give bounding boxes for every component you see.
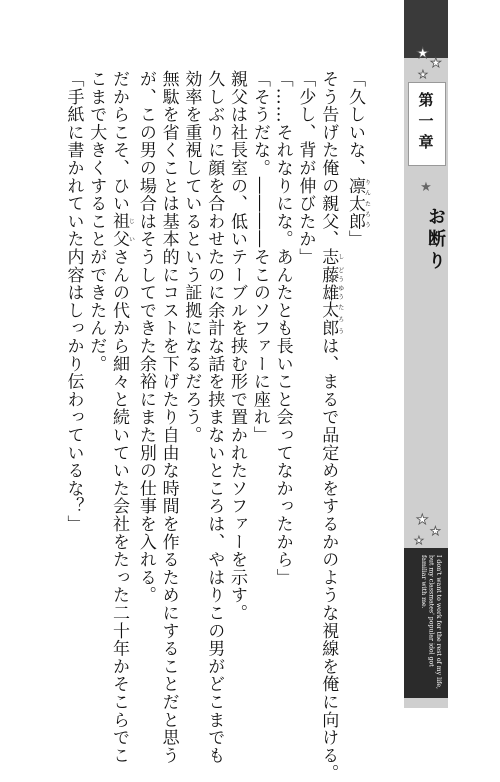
text-line: 「久しいな、凛太郎りんたろう」 [345,70,371,249]
text-line: 無駄を省くことは基本的にコストを下げたり自由な時間を作るためにすることだと思う [158,70,179,765]
text-line: 親父は社長室の、低いテーブルを挟む形で置かれたソファーを示す。 [227,70,248,622]
english-note: I don't want to work for the rest of my life, but my classmates' popular idol got familiar with me. [420,555,442,690]
chapter-label: 第一章 [416,91,435,155]
ruby-douyuu: 藤雄どうゆう [318,265,344,302]
ruby-taro: 太郎たろう [318,301,344,338]
text-line: 「そうだな。――――そこのソファーに座れ」 [249,70,270,444]
star-icon: ★ [416,512,429,528]
star-icon: ★ [420,180,432,195]
text-line: が、この男の場合はそうしてできた余裕にまた別の仕事を入れる。 [135,70,156,604]
text-line: 「少し、背が伸びたか」 [295,70,316,266]
star-icon: ★ [430,56,442,71]
text-line: 久しぶりに顔を合わせたのに余計な話を挟まないところは、やはりこの男がどこまでも [204,70,225,765]
novel-text [63,70,371,782]
text-line: だからこそ、ひい祖父じいさんの代から細々と続いていた会社をたった二十年かそこらでこ [109,70,135,765]
ruby-hii: 祖父じい [109,212,135,249]
text-line: 「手紙に書かれていた内容はしっかり伝わっているな？」 [63,70,84,533]
star-icon: ★ [416,44,430,62]
star-icon: ★ [414,534,424,547]
ruby-shi: 志し [318,248,344,266]
star-icon: ★ [430,524,441,538]
text-line: そう告げた俺の親父、志し藤雄どうゆう太郎たろうは、まるで品定めをするかのような視線を俺に向ける。 [318,70,344,782]
text-line: こまで大きくすることができたんだ。 [86,70,107,373]
star-icon: ★ [418,68,428,81]
text-line: 効率を重視しているという証拠になるだろう。 [181,70,202,444]
text-line: 「……それなりにな。あんたとも長いこと会ってなかったから」 [272,70,293,587]
chapter-side-tab [404,0,448,705]
ruby-rintaro: 凛太郎りんたろう [345,176,371,231]
section-title: お断り [425,207,446,273]
